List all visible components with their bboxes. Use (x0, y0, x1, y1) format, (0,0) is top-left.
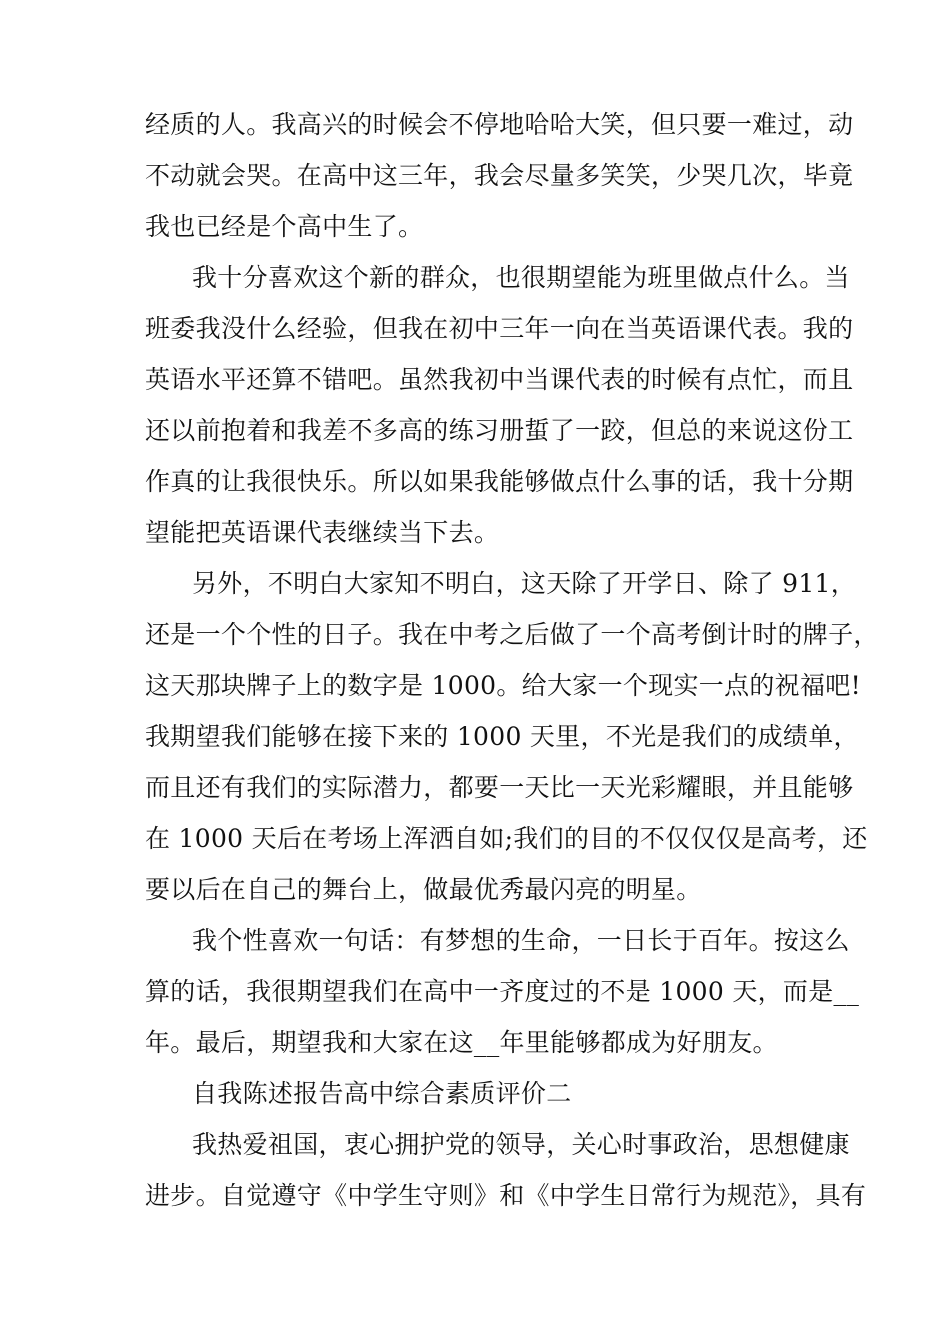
text-line: 作真的让我很快乐。所以如果我能够做点什么事的话，我十分期 (145, 467, 854, 496)
paragraph-first-line: 我个性喜欢一句话：有梦想的生命，一日长于百年。按这么 (192, 926, 850, 955)
text-line: 还是一个个性的日子。我在中考之后做了一个高考倒计时的牌子， (145, 620, 879, 649)
text-line: 不动就会哭。在高中这三年，我会尽量多笑笑，少哭几次，毕竟 (145, 161, 854, 190)
text-line: 我也已经是个高中生了。 (145, 212, 424, 241)
text-line: 要以后在自己的舞台上，做最优秀最闪亮的明星。 (145, 875, 702, 904)
text-line: 算的话，我很期望我们在高中一齐度过的不是 1000 天，而是__ (145, 977, 860, 1006)
text-line: 英语水平还算不错吧。虽然我初中当课代表的时候有点忙，而且 (145, 365, 854, 394)
text-line: 年。最后，期望我和大家在这__年里能够都成为好朋友。 (145, 1028, 778, 1057)
text-line: 班委我没什么经验，但我在初中三年一向在当英语课代表。我的 (145, 314, 854, 343)
text-line: 我期望我们能够在接下来的 1000 天里，不光是我们的成绩单， (145, 722, 859, 751)
paragraph-first-line: 我十分喜欢这个新的群众，也很期望能为班里做点什么。当 (192, 263, 850, 292)
text-line: 进步。自觉遵守《中学生守则》和《中学生日常行为规范》，具有 (145, 1181, 867, 1210)
text-line: 这天那块牌子上的数字是 1000。给大家一个现实一点的祝福吧! (145, 671, 861, 700)
text-line: 在 1000 天后在考场上浑洒自如;我们的目的不仅仅仅是高考，还 (145, 824, 868, 853)
text-line: 而且还有我们的实际潜力，都要一天比一天光彩耀眼，并且能够 (145, 773, 854, 802)
text-line: 望能把英语课代表继续当下去。 (145, 518, 500, 547)
section-heading: 自我陈述报告高中综合素质评价二 (192, 1079, 572, 1108)
paragraph-first-line: 我热爱祖国，衷心拥护党的领导，关心时事政治，思想健康 (192, 1130, 850, 1159)
text-line: 经质的人。我高兴的时候会不停地哈哈大笑，但只要一难过，动 (145, 110, 854, 139)
text-line: 还以前抱着和我差不多高的练习册蜇了一跤，但总的来说这份工 (145, 416, 854, 445)
paragraph-first-line: 另外，不明白大家知不明白，这天除了开学日、除了 911， (192, 569, 857, 598)
